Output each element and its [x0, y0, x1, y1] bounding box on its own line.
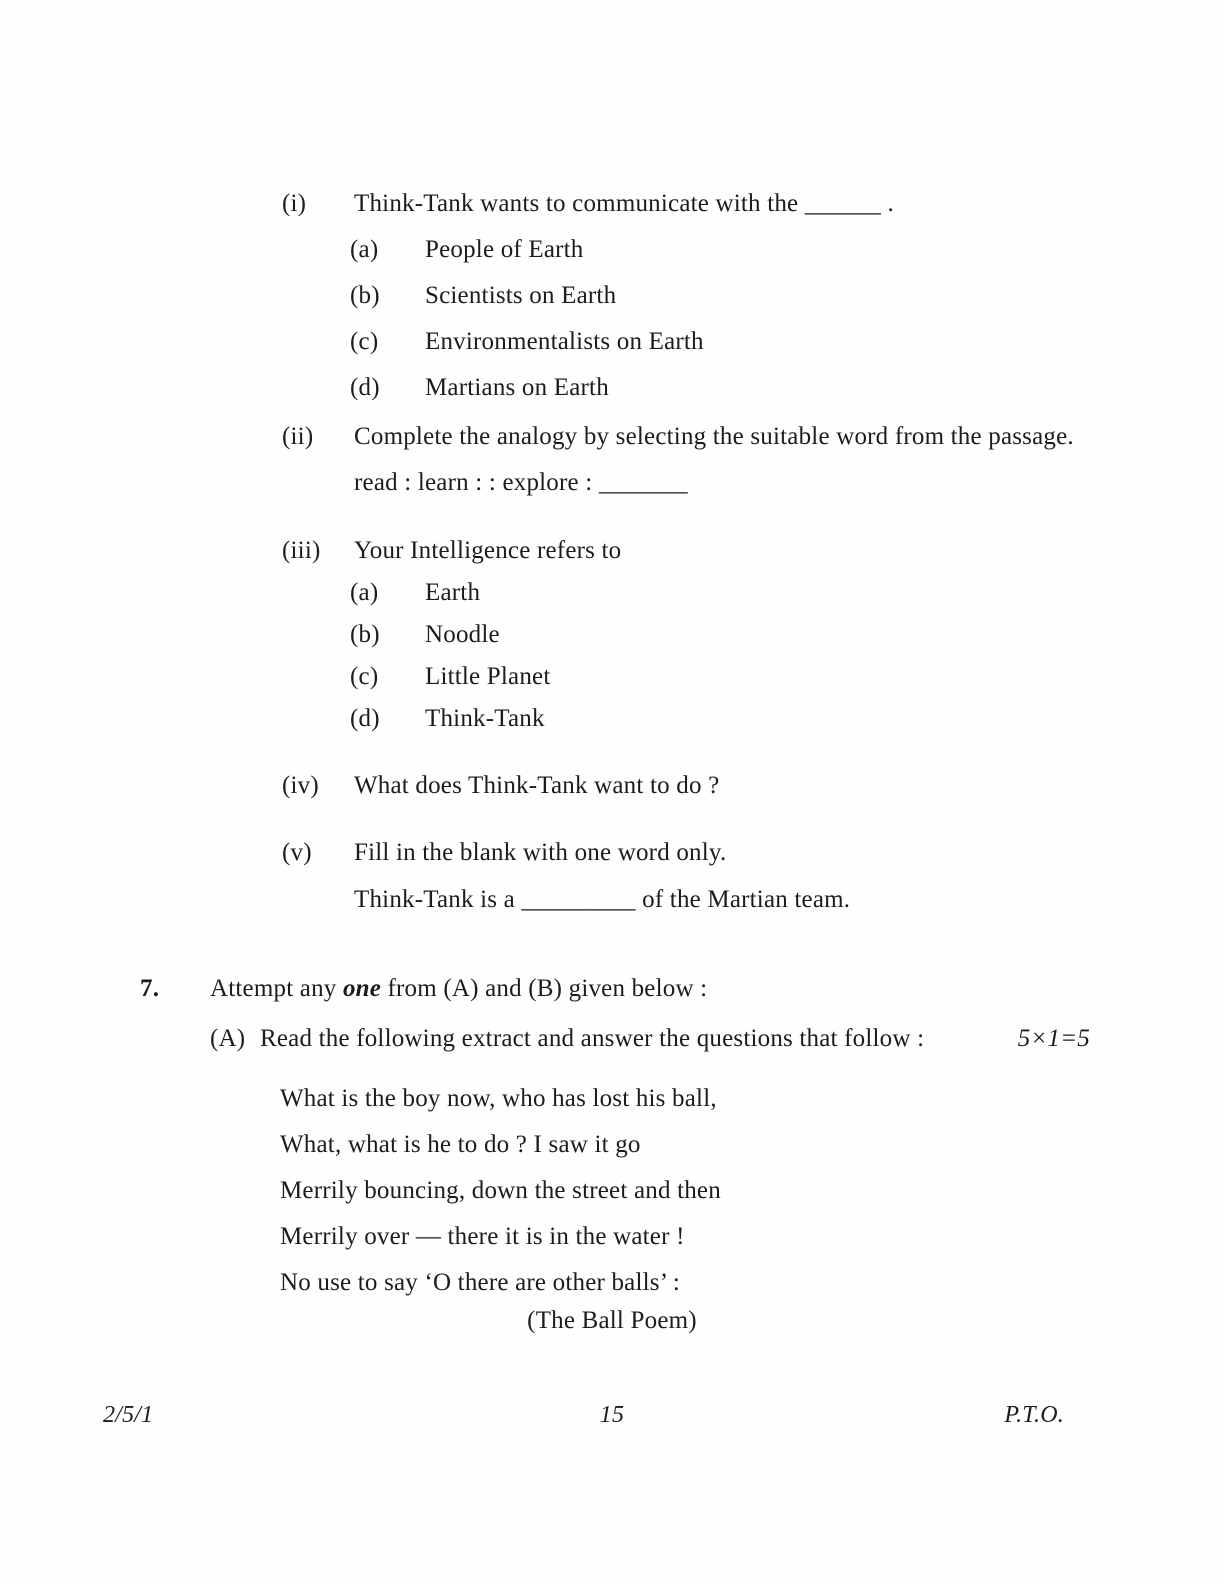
option-text: Little Planet: [425, 663, 551, 690]
option-label: (d): [350, 374, 380, 401]
question-7-intro-suffix: from (A) and (B) given below :: [381, 975, 708, 1002]
subquestion-iii: [0, 532, 1224, 570]
option-row: [0, 231, 1224, 269]
option-row: [0, 574, 1224, 612]
option-text: Earth: [425, 579, 481, 606]
part-a-marks: 5×1=5: [1017, 1025, 1090, 1052]
option-label: (a): [350, 579, 379, 606]
subquestion-iv-label: (iv): [282, 772, 319, 799]
subquestion-ii-analogy: read : learn : : explore : _______: [354, 469, 688, 496]
question-7-intro-prefix: Attempt any: [210, 975, 343, 1002]
option-text: Environmentalists on Earth: [425, 328, 704, 355]
subquestion-v-blank-line: Think-Tank is a _________ of the Martian team.: [354, 886, 851, 913]
option-row: [0, 616, 1224, 654]
subquestion-v-text: Fill in the blank with one word only.: [354, 839, 727, 866]
option-text: Noodle: [425, 621, 500, 648]
poem-source: (The Ball Poem): [527, 1307, 697, 1334]
subquestion-iv-text: What does Think-Tank want to do ?: [354, 772, 720, 799]
subquestion-i-text: Think-Tank wants to communicate with the ______ .: [354, 190, 894, 217]
subquestion-iii-label: (iii): [282, 537, 321, 564]
option-label: (b): [350, 282, 380, 309]
option-label: (c): [350, 663, 379, 690]
subquestion-ii-label: (ii): [282, 423, 314, 450]
question-7: [0, 970, 1224, 1008]
poem-line: Merrily over — there it is in the water !: [280, 1223, 685, 1250]
poem-line: What, what is he to do ? I saw it go: [280, 1131, 641, 1158]
subquestion-v: [0, 834, 1224, 872]
option-text: People of Earth: [425, 236, 584, 263]
option-text: Scientists on Earth: [425, 282, 617, 309]
subquestion-i-label: (i): [282, 190, 307, 217]
question-7-intro-emphasis: one: [342, 975, 382, 1002]
page-number: 15: [599, 1402, 625, 1428]
question-7-number: 7.: [140, 975, 160, 1002]
option-text: Martians on Earth: [425, 374, 609, 401]
subquestion-v-label: (v): [282, 839, 312, 866]
part-a-text: Read the following extract and answer the questions that follow :: [260, 1025, 925, 1052]
subquestion-iii-text: Your Intelligence refers to: [354, 537, 622, 564]
subquestion-iv: [0, 767, 1224, 805]
option-row: [0, 369, 1224, 407]
poem-line: Merrily bouncing, down the street and then: [280, 1177, 721, 1204]
option-row: [0, 700, 1224, 738]
option-text: Think-Tank: [425, 705, 545, 732]
option-row: [0, 277, 1224, 315]
poem-line: No use to say ‘O there are other balls’ :: [280, 1269, 680, 1296]
subquestion-i: [0, 185, 1224, 223]
pto-label: P.T.O.: [1004, 1402, 1064, 1428]
paper-code: 2/5/1: [103, 1402, 154, 1428]
option-label: (d): [350, 705, 380, 732]
option-label: (c): [350, 328, 379, 355]
poem-line: What is the boy now, who has lost his ball,: [280, 1085, 717, 1112]
subquestion-ii: [0, 418, 1224, 456]
part-a-label: (A): [210, 1025, 246, 1052]
option-row: [0, 323, 1224, 361]
question-7-intro: [210, 970, 1224, 1008]
question-7-part-a: [0, 1020, 1224, 1058]
subquestion-ii-text: Complete the analogy by selecting the suitable word from the passage.: [354, 423, 1074, 450]
option-row: [0, 658, 1224, 696]
option-label: (a): [350, 236, 379, 263]
option-label: (b): [350, 621, 380, 648]
page-footer: [0, 1402, 1224, 1440]
